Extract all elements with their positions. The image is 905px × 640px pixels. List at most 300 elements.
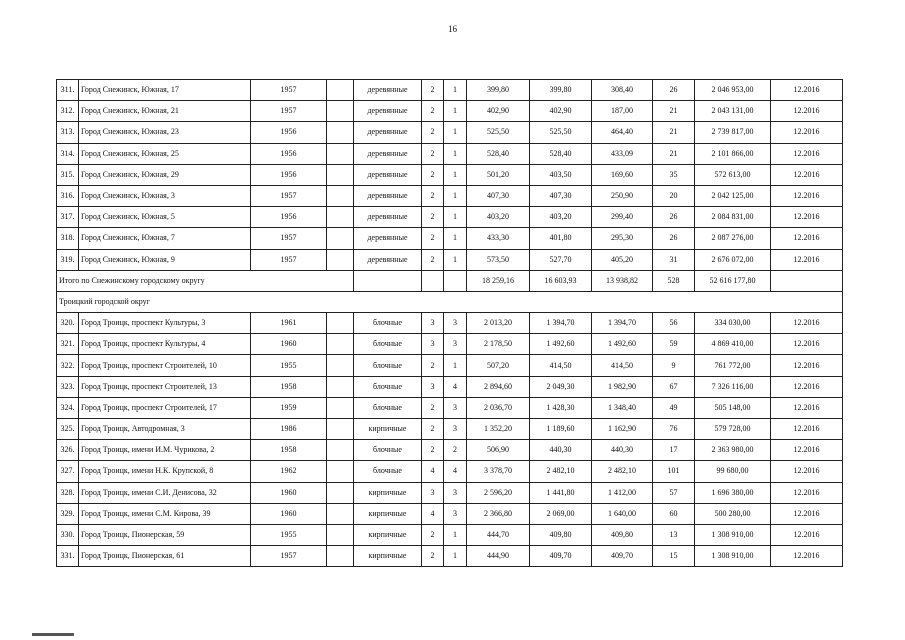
cell-living-area: 1 394,70 xyxy=(592,313,653,334)
cell-entrances: 2 xyxy=(444,440,467,461)
cell-cost: 761 772,00 xyxy=(695,355,771,376)
cell-spacer xyxy=(327,122,354,143)
cell-area: 407,30 xyxy=(530,185,592,206)
cell-residents: 35 xyxy=(653,164,695,185)
cell-living-area: 1 348,40 xyxy=(592,397,653,418)
cell-living-area: 1 982,90 xyxy=(592,376,653,397)
cell-area: 1 189,60 xyxy=(530,419,592,440)
cell-year-built: 1956 xyxy=(251,122,327,143)
cell-deadline: 12.2016 xyxy=(771,482,843,503)
cell-total-area: 525,50 xyxy=(467,122,530,143)
cell-deadline: 12.2016 xyxy=(771,80,843,101)
cell-cost: 1 696 380,00 xyxy=(695,482,771,503)
cell-living-area: 433,09 xyxy=(592,143,653,164)
cell-total-area: 399,80 xyxy=(467,80,530,101)
cell-living-area: 440,30 xyxy=(592,440,653,461)
cell-row-number: 314. xyxy=(57,143,79,164)
cell-residents: 67 xyxy=(653,376,695,397)
cell-living-area: 250,90 xyxy=(592,185,653,206)
cell-deadline: 12.2016 xyxy=(771,164,843,185)
cell-year-built: 1957 xyxy=(251,185,327,206)
table-row xyxy=(57,334,843,355)
cell-area: 1 441,80 xyxy=(530,482,592,503)
cell-cost: 2 084 831,00 xyxy=(695,207,771,228)
cell-total-area: 2 596,20 xyxy=(467,482,530,503)
cell-total-area: 1 352,20 xyxy=(467,419,530,440)
cell-total-area: 2 178,50 xyxy=(467,334,530,355)
cell-floors: 2 xyxy=(422,546,444,567)
cell-floors: 2 xyxy=(422,440,444,461)
cell-floors: 2 xyxy=(422,249,444,270)
cell-floors: 3 xyxy=(422,313,444,334)
cell-entrances: 1 xyxy=(444,546,467,567)
subtotal-area: 16 603,93 xyxy=(530,270,592,291)
cell-row-number: 328. xyxy=(57,482,79,503)
cell-wall-material: блочные xyxy=(354,313,422,334)
cell-wall-material: деревянные xyxy=(354,249,422,270)
cell-deadline: 12.2016 xyxy=(771,440,843,461)
page-number: 16 xyxy=(448,24,457,34)
cell-wall-material: блочные xyxy=(354,334,422,355)
cell-cost: 500 280,00 xyxy=(695,503,771,524)
cell-wall-material: деревянные xyxy=(354,80,422,101)
cell-floors: 3 xyxy=(422,376,444,397)
cell-spacer xyxy=(327,482,354,503)
cell-deadline: 12.2016 xyxy=(771,355,843,376)
cell-entrances: 1 xyxy=(444,122,467,143)
cell-area: 399,80 xyxy=(530,80,592,101)
cell-year-built: 1961 xyxy=(251,313,327,334)
cell-address: Город Троицк, проспект Строителей, 13 xyxy=(79,376,251,397)
table-row xyxy=(57,122,843,143)
cell-year-built: 1958 xyxy=(251,376,327,397)
cell-address: Город Снежинск, Южная, 3 xyxy=(79,185,251,206)
cell-wall-material: кирпичные xyxy=(354,524,422,545)
cell-cost: 99 680,00 xyxy=(695,461,771,482)
table-row xyxy=(57,228,843,249)
cell-total-area: 403,20 xyxy=(467,207,530,228)
table-row xyxy=(57,482,843,503)
cell-deadline: 12.2016 xyxy=(771,376,843,397)
subtotal-label: Итого по Снежинскому городскому округу xyxy=(57,270,354,291)
cell-spacer xyxy=(327,440,354,461)
cell-deadline: 12.2016 xyxy=(771,503,843,524)
cell-cost: 1 308 910,00 xyxy=(695,524,771,545)
cell-residents: 31 xyxy=(653,249,695,270)
cell-residents: 56 xyxy=(653,313,695,334)
cell-deadline: 12.2016 xyxy=(771,461,843,482)
cell-living-area: 187,00 xyxy=(592,101,653,122)
cell-row-number: 327. xyxy=(57,461,79,482)
cell-row-number: 324. xyxy=(57,397,79,418)
cell-row-number: 318. xyxy=(57,228,79,249)
subtotal-cost: 52 616 177,80 xyxy=(695,270,771,291)
cell-total-area: 433,30 xyxy=(467,228,530,249)
cell-area: 528,40 xyxy=(530,143,592,164)
section-header-row xyxy=(57,291,843,312)
cell-residents: 26 xyxy=(653,228,695,249)
cell-residents: 21 xyxy=(653,122,695,143)
cell-wall-material: деревянные xyxy=(354,228,422,249)
cell-address: Город Снежинск, Южная, 7 xyxy=(79,228,251,249)
cell-total-area: 2 013,20 xyxy=(467,313,530,334)
cell-area: 1 428,30 xyxy=(530,397,592,418)
troitsk-rows xyxy=(57,313,843,567)
cell-spacer xyxy=(327,376,354,397)
cell-area: 403,20 xyxy=(530,207,592,228)
table-row xyxy=(57,461,843,482)
cell-year-built: 1957 xyxy=(251,249,327,270)
cell-year-built: 1960 xyxy=(251,503,327,524)
cell-wall-material: кирпичные xyxy=(354,503,422,524)
cell-deadline: 12.2016 xyxy=(771,419,843,440)
cell-residents: 20 xyxy=(653,185,695,206)
cell-address: Город Снежинск, Южная, 29 xyxy=(79,164,251,185)
cell-spacer xyxy=(327,524,354,545)
cell-area: 1 492,60 xyxy=(530,334,592,355)
cell-row-number: 329. xyxy=(57,503,79,524)
cell-deadline: 12.2016 xyxy=(771,334,843,355)
cell-floors: 2 xyxy=(422,122,444,143)
cell-address: Город Троицк, проспект Культуры, 4 xyxy=(79,334,251,355)
cell-row-number: 331. xyxy=(57,546,79,567)
cell-residents: 101 xyxy=(653,461,695,482)
cell-area: 2 482,10 xyxy=(530,461,592,482)
cell-residents: 26 xyxy=(653,207,695,228)
cell-spacer xyxy=(327,101,354,122)
cell-entrances: 1 xyxy=(444,143,467,164)
cell-year-built: 1956 xyxy=(251,143,327,164)
cell-address: Город Троицк, Пионерская, 59 xyxy=(79,524,251,545)
snezhinsk-rows xyxy=(57,80,843,271)
cell-row-number: 317. xyxy=(57,207,79,228)
cell-spacer xyxy=(327,546,354,567)
cell-spacer xyxy=(327,185,354,206)
cell-entrances: 4 xyxy=(444,461,467,482)
cell-cost: 2 676 072,00 xyxy=(695,249,771,270)
cell-living-area: 405,20 xyxy=(592,249,653,270)
table-row xyxy=(57,185,843,206)
cell-total-area: 528,40 xyxy=(467,143,530,164)
subtotal-empty-date xyxy=(771,270,843,291)
cell-deadline: 12.2016 xyxy=(771,101,843,122)
cell-cost: 2 043 131,00 xyxy=(695,101,771,122)
table-row xyxy=(57,440,843,461)
cell-total-area: 573,50 xyxy=(467,249,530,270)
cell-entrances: 1 xyxy=(444,101,467,122)
cell-wall-material: кирпичные xyxy=(354,419,422,440)
cell-row-number: 320. xyxy=(57,313,79,334)
cell-floors: 2 xyxy=(422,164,444,185)
cell-residents: 21 xyxy=(653,143,695,164)
cell-wall-material: кирпичные xyxy=(354,546,422,567)
cell-cost: 1 308 910,00 xyxy=(695,546,771,567)
cell-year-built: 1986 xyxy=(251,419,327,440)
cell-entrances: 1 xyxy=(444,524,467,545)
cell-total-area: 402,90 xyxy=(467,101,530,122)
cell-total-area: 2 894,60 xyxy=(467,376,530,397)
cell-total-area: 506,90 xyxy=(467,440,530,461)
cell-cost: 579 728,00 xyxy=(695,419,771,440)
cell-area: 1 394,70 xyxy=(530,313,592,334)
cell-total-area: 407,30 xyxy=(467,185,530,206)
cell-cost: 2 101 866,00 xyxy=(695,143,771,164)
cell-wall-material: блочные xyxy=(354,461,422,482)
cell-deadline: 12.2016 xyxy=(771,397,843,418)
cell-deadline: 12.2016 xyxy=(771,143,843,164)
table-row xyxy=(57,376,843,397)
cell-year-built: 1956 xyxy=(251,207,327,228)
cell-total-area: 507,20 xyxy=(467,355,530,376)
cell-living-area: 308,40 xyxy=(592,80,653,101)
table-row xyxy=(57,101,843,122)
cell-wall-material: деревянные xyxy=(354,164,422,185)
cell-deadline: 12.2016 xyxy=(771,249,843,270)
cell-row-number: 322. xyxy=(57,355,79,376)
cell-entrances: 1 xyxy=(444,228,467,249)
cell-floors: 2 xyxy=(422,101,444,122)
cell-year-built: 1955 xyxy=(251,355,327,376)
cell-address: Город Снежинск, Южная, 21 xyxy=(79,101,251,122)
cell-year-built: 1956 xyxy=(251,164,327,185)
table-row xyxy=(57,80,843,101)
cell-area: 401,80 xyxy=(530,228,592,249)
cell-cost: 2 739 817,00 xyxy=(695,122,771,143)
cell-cost: 4 869 410,00 xyxy=(695,334,771,355)
cell-address: Город Троицк, проспект Строителей, 10 xyxy=(79,355,251,376)
cell-deadline: 12.2016 xyxy=(771,228,843,249)
cell-row-number: 315. xyxy=(57,164,79,185)
cell-spacer xyxy=(327,419,354,440)
cell-spacer xyxy=(327,461,354,482)
cell-cost: 2 363 980,00 xyxy=(695,440,771,461)
cell-spacer xyxy=(327,143,354,164)
cell-year-built: 1958 xyxy=(251,440,327,461)
table-row xyxy=(57,524,843,545)
cell-floors: 3 xyxy=(422,482,444,503)
cell-total-area: 444,90 xyxy=(467,546,530,567)
cell-floors: 2 xyxy=(422,185,444,206)
cell-row-number: 312. xyxy=(57,101,79,122)
table-row xyxy=(57,164,843,185)
cell-entrances: 1 xyxy=(444,207,467,228)
cell-area: 414,50 xyxy=(530,355,592,376)
cell-entrances: 3 xyxy=(444,334,467,355)
cell-area: 2 049,30 xyxy=(530,376,592,397)
cell-deadline: 12.2016 xyxy=(771,207,843,228)
cell-spacer xyxy=(327,80,354,101)
cell-residents: 15 xyxy=(653,546,695,567)
cell-wall-material: деревянные xyxy=(354,143,422,164)
table-row xyxy=(57,397,843,418)
cell-wall-material: деревянные xyxy=(354,185,422,206)
cell-floors: 2 xyxy=(422,355,444,376)
cell-cost: 505 148,00 xyxy=(695,397,771,418)
cell-address: Город Троицк, имени С.М. Кирова, 39 xyxy=(79,503,251,524)
cell-residents: 49 xyxy=(653,397,695,418)
cell-address: Город Троицк, имени И.М. Чурикова, 2 xyxy=(79,440,251,461)
table-row xyxy=(57,143,843,164)
cell-wall-material: блочные xyxy=(354,440,422,461)
cell-area: 525,50 xyxy=(530,122,592,143)
cell-floors: 3 xyxy=(422,334,444,355)
cell-deadline: 12.2016 xyxy=(771,313,843,334)
table-row xyxy=(57,546,843,567)
cell-entrances: 3 xyxy=(444,313,467,334)
cell-cost: 2 046 953,00 xyxy=(695,80,771,101)
table-row xyxy=(57,249,843,270)
cell-row-number: 323. xyxy=(57,376,79,397)
cell-cost: 2 042 125,00 xyxy=(695,185,771,206)
cell-total-area: 501,20 xyxy=(467,164,530,185)
cell-residents: 59 xyxy=(653,334,695,355)
cell-entrances: 4 xyxy=(444,376,467,397)
cell-row-number: 326. xyxy=(57,440,79,461)
cell-spacer xyxy=(327,313,354,334)
table-row xyxy=(57,355,843,376)
cell-spacer xyxy=(327,228,354,249)
cell-entrances: 3 xyxy=(444,482,467,503)
cell-year-built: 1962 xyxy=(251,461,327,482)
cell-area: 409,80 xyxy=(530,524,592,545)
cell-address: Город Снежинск, Южная, 9 xyxy=(79,249,251,270)
subtotal-empty-material xyxy=(354,270,422,291)
cell-residents: 9 xyxy=(653,355,695,376)
cell-year-built: 1957 xyxy=(251,101,327,122)
cell-floors: 2 xyxy=(422,207,444,228)
cell-residents: 76 xyxy=(653,419,695,440)
cell-wall-material: кирпичные xyxy=(354,482,422,503)
cell-living-area: 1 640,00 xyxy=(592,503,653,524)
cell-cost: 572 613,00 xyxy=(695,164,771,185)
subtotal-empty-floors xyxy=(422,270,444,291)
cell-living-area: 299,40 xyxy=(592,207,653,228)
cell-spacer xyxy=(327,164,354,185)
cell-address: Город Троицк, имени Н.К. Крупской, 8 xyxy=(79,461,251,482)
cell-spacer xyxy=(327,355,354,376)
housing-registry-table xyxy=(56,79,843,567)
cell-living-area: 409,70 xyxy=(592,546,653,567)
footer-mark xyxy=(32,633,74,636)
cell-cost: 334 030,00 xyxy=(695,313,771,334)
cell-entrances: 1 xyxy=(444,80,467,101)
cell-area: 402,90 xyxy=(530,101,592,122)
cell-address: Город Троицк, проспект Культуры, 3 xyxy=(79,313,251,334)
subtotal-empty-entrances xyxy=(444,270,467,291)
cell-row-number: 311. xyxy=(57,80,79,101)
cell-wall-material: деревянные xyxy=(354,101,422,122)
cell-floors: 2 xyxy=(422,524,444,545)
cell-total-area: 444,70 xyxy=(467,524,530,545)
cell-floors: 2 xyxy=(422,80,444,101)
cell-spacer xyxy=(327,249,354,270)
cell-entrances: 3 xyxy=(444,503,467,524)
cell-floors: 4 xyxy=(422,461,444,482)
cell-area: 409,70 xyxy=(530,546,592,567)
cell-floors: 2 xyxy=(422,143,444,164)
cell-residents: 21 xyxy=(653,101,695,122)
subtotal-total-area: 18 259,16 xyxy=(467,270,530,291)
subtotal-block xyxy=(57,270,843,312)
cell-spacer xyxy=(327,397,354,418)
cell-wall-material: деревянные xyxy=(354,122,422,143)
table-row xyxy=(57,313,843,334)
cell-total-area: 2 036,70 xyxy=(467,397,530,418)
cell-cost: 7 326 116,00 xyxy=(695,376,771,397)
cell-deadline: 12.2016 xyxy=(771,524,843,545)
cell-wall-material: блочные xyxy=(354,376,422,397)
cell-living-area: 1 162,90 xyxy=(592,419,653,440)
cell-residents: 13 xyxy=(653,524,695,545)
cell-area: 440,30 xyxy=(530,440,592,461)
cell-residents: 57 xyxy=(653,482,695,503)
cell-area: 2 069,00 xyxy=(530,503,592,524)
cell-living-area: 1 492,60 xyxy=(592,334,653,355)
table-row xyxy=(57,207,843,228)
cell-spacer xyxy=(327,207,354,228)
cell-deadline: 12.2016 xyxy=(771,185,843,206)
cell-year-built: 1957 xyxy=(251,546,327,567)
cell-residents: 60 xyxy=(653,503,695,524)
cell-year-built: 1955 xyxy=(251,524,327,545)
subtotal-living-area: 13 938,82 xyxy=(592,270,653,291)
cell-address: Город Троицк, имени С.И. Денисова, 32 xyxy=(79,482,251,503)
cell-year-built: 1957 xyxy=(251,80,327,101)
cell-living-area: 409,80 xyxy=(592,524,653,545)
subtotal-row xyxy=(57,270,843,291)
cell-row-number: 313. xyxy=(57,122,79,143)
cell-area: 403,50 xyxy=(530,164,592,185)
cell-row-number: 321. xyxy=(57,334,79,355)
cell-total-area: 2 366,80 xyxy=(467,503,530,524)
cell-living-area: 169,60 xyxy=(592,164,653,185)
cell-row-number: 316. xyxy=(57,185,79,206)
cell-year-built: 1960 xyxy=(251,482,327,503)
cell-entrances: 1 xyxy=(444,185,467,206)
cell-floors: 4 xyxy=(422,503,444,524)
cell-address: Город Снежинск, Южная, 5 xyxy=(79,207,251,228)
cell-deadline: 12.2016 xyxy=(771,546,843,567)
cell-row-number: 330. xyxy=(57,524,79,545)
cell-residents: 17 xyxy=(653,440,695,461)
table-row xyxy=(57,503,843,524)
cell-entrances: 3 xyxy=(444,419,467,440)
cell-wall-material: блочные xyxy=(354,397,422,418)
subtotal-residents: 528 xyxy=(653,270,695,291)
cell-floors: 2 xyxy=(422,228,444,249)
cell-year-built: 1959 xyxy=(251,397,327,418)
cell-residents: 26 xyxy=(653,80,695,101)
cell-floors: 2 xyxy=(422,419,444,440)
cell-area: 527,70 xyxy=(530,249,592,270)
cell-entrances: 1 xyxy=(444,355,467,376)
section-title: Троицкий городской округ xyxy=(57,291,843,312)
cell-living-area: 414,50 xyxy=(592,355,653,376)
cell-entrances: 3 xyxy=(444,397,467,418)
cell-address: Город Снежинск, Южная, 23 xyxy=(79,122,251,143)
cell-address: Город Снежинск, Южная, 25 xyxy=(79,143,251,164)
cell-year-built: 1957 xyxy=(251,228,327,249)
cell-entrances: 1 xyxy=(444,249,467,270)
cell-wall-material: блочные xyxy=(354,355,422,376)
cell-living-area: 2 482,10 xyxy=(592,461,653,482)
cell-address: Город Троицк, Пионерская, 61 xyxy=(79,546,251,567)
cell-cost: 2 087 276,00 xyxy=(695,228,771,249)
cell-address: Город Снежинск, Южная, 17 xyxy=(79,80,251,101)
cell-living-area: 464,40 xyxy=(592,122,653,143)
cell-deadline: 12.2016 xyxy=(771,122,843,143)
cell-floors: 2 xyxy=(422,397,444,418)
